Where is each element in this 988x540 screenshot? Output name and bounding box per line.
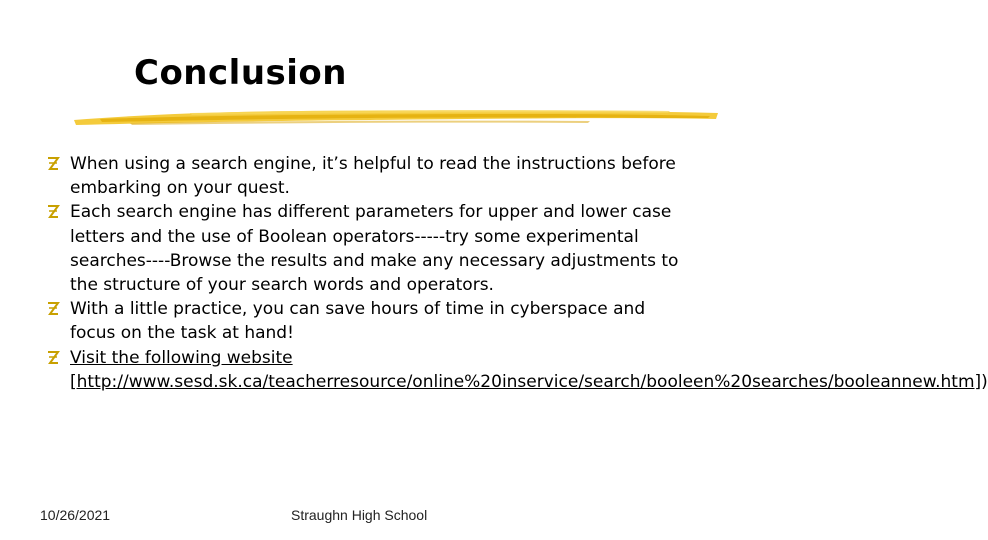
bullet-item <box>46 297 686 345</box>
bullet-text: When using a search engine, it’s helpful to read the instructions before embarking on your quest. <box>70 154 676 199</box>
footer-date: 10/26/2021 <box>40 507 111 523</box>
z-glyph-bullet-icon <box>46 301 60 317</box>
title-underline-brush-stroke <box>70 104 720 130</box>
bullet-list <box>46 152 988 394</box>
footer-school-name: Straughn High School <box>291 507 428 523</box>
bullet-text: With a little practice, you can save hours of time in cyberspace and focus on the task at hand! <box>70 299 646 344</box>
z-glyph-bullet-icon <box>46 204 60 220</box>
bullet-item <box>46 200 686 297</box>
bullet-text: Each search engine has different parameters for upper and lower case letters and the use of Boolean operators-----try some experimental searches----Browse the results and make any necessary adjustments to the structure of your search words and operators. <box>70 202 679 296</box>
z-glyph-bullet-icon <box>46 350 60 366</box>
slide-title: Conclusion <box>134 53 347 93</box>
z-glyph-bullet-icon <box>46 156 60 172</box>
bullet-item <box>46 346 988 394</box>
bullet-suffix: ) <box>981 371 988 392</box>
bullet-item <box>46 152 686 200</box>
website-link[interactable]: Visit the following website [http://www.sesd.sk.ca/teacherresource/online%20inservice/search/booleen%20searches/booleannew.htm] <box>70 347 982 392</box>
